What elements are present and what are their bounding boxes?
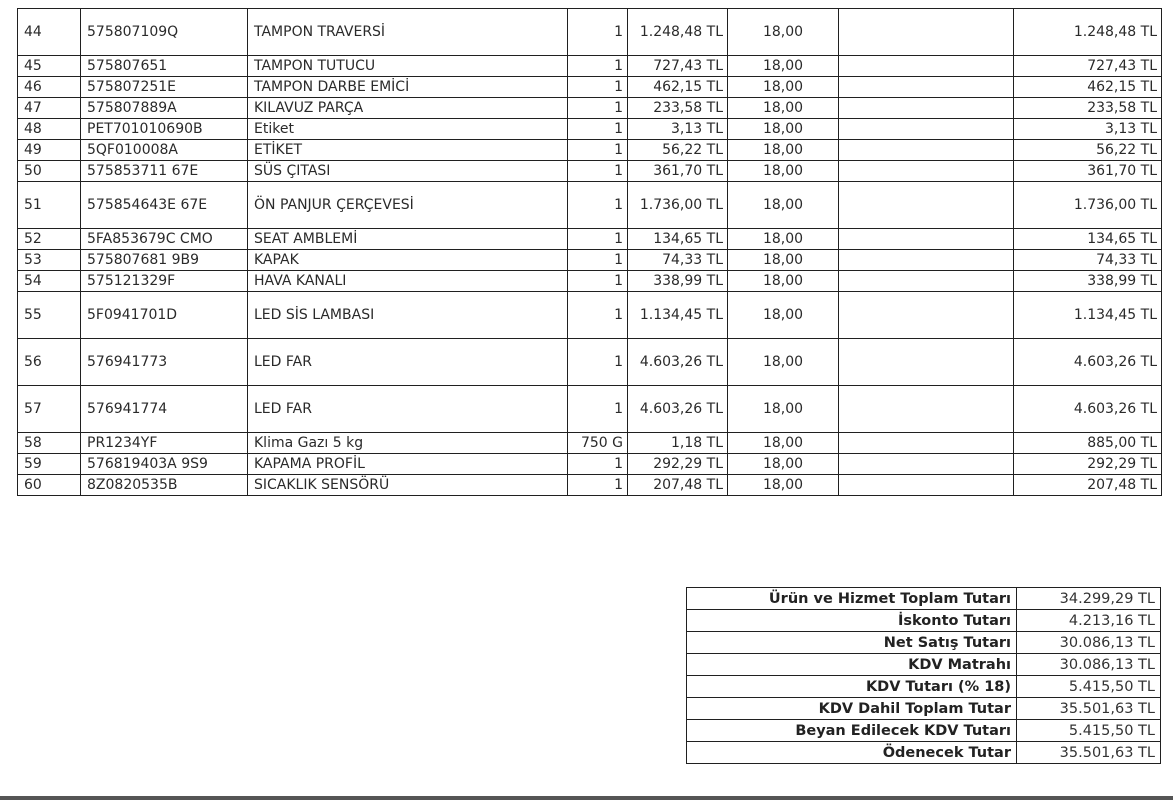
item-quantity-cell: 1: [568, 161, 628, 182]
table-row: [18, 140, 1162, 161]
item-description-cell: KAPAK: [248, 250, 568, 271]
item-quantity-cell: 1: [568, 250, 628, 271]
item-discount-cell: [839, 98, 1014, 119]
item-vat-rate-cell: 18,00: [728, 56, 839, 77]
item-discount-cell: [839, 9, 1014, 56]
item-vat-rate-cell: 18,00: [728, 475, 839, 496]
item-quantity-cell: 1: [568, 56, 628, 77]
item-vat-rate-cell: 18,00: [728, 271, 839, 292]
item-quantity-cell: 1: [568, 229, 628, 250]
item-description-cell: HAVA KANALI: [248, 271, 568, 292]
item-total-cell: 233,58 TL: [1014, 98, 1162, 119]
item-discount-cell: [839, 271, 1014, 292]
item-vat-rate-cell: 18,00: [728, 140, 839, 161]
item-description-cell: KAPAMA PROFİL: [248, 454, 568, 475]
item-total-cell: 462,15 TL: [1014, 77, 1162, 98]
table-row: [18, 161, 1162, 182]
item-total-cell: 1.736,00 TL: [1014, 182, 1162, 229]
item-unit-price-cell: 134,65 TL: [628, 229, 728, 250]
item-vat-rate-cell: 18,00: [728, 292, 839, 339]
totals-value: 34.299,29 TL: [1017, 588, 1161, 610]
item-code-cell: 575121329F: [81, 271, 248, 292]
item-no-cell: 59: [18, 454, 81, 475]
item-total-cell: 727,43 TL: [1014, 56, 1162, 77]
item-discount-cell: [839, 433, 1014, 454]
item-no-cell: 48: [18, 119, 81, 140]
item-unit-price-cell: 4.603,26 TL: [628, 386, 728, 433]
item-unit-price-cell: 74,33 TL: [628, 250, 728, 271]
totals-value: 30.086,13 TL: [1017, 654, 1161, 676]
totals-value: 4.213,16 TL: [1017, 610, 1161, 632]
item-unit-price-cell: 3,13 TL: [628, 119, 728, 140]
item-unit-price-cell: 462,15 TL: [628, 77, 728, 98]
item-discount-cell: [839, 182, 1014, 229]
totals-value: 35.501,63 TL: [1017, 742, 1161, 764]
totals-label: KDV Matrahı: [687, 654, 1017, 676]
item-vat-rate-cell: 18,00: [728, 433, 839, 454]
invoice-items-body: [18, 9, 1162, 496]
item-unit-price-cell: 233,58 TL: [628, 98, 728, 119]
item-description-cell: Etiket: [248, 119, 568, 140]
item-discount-cell: [839, 339, 1014, 386]
totals-label: İskonto Tutarı: [687, 610, 1017, 632]
item-description-cell: Klima Gazı 5 kg: [248, 433, 568, 454]
totals-label: Net Satış Tutarı: [687, 632, 1017, 654]
item-description-cell: SICAKLIK SENSÖRÜ: [248, 475, 568, 496]
totals-row: [687, 610, 1161, 632]
totals-label: Ödenecek Tutar: [687, 742, 1017, 764]
totals-label: Ürün ve Hizmet Toplam Tutarı: [687, 588, 1017, 610]
item-quantity-cell: 1: [568, 98, 628, 119]
item-code-cell: 575853711 67E: [81, 161, 248, 182]
item-quantity-cell: 1: [568, 182, 628, 229]
item-total-cell: 3,13 TL: [1014, 119, 1162, 140]
table-row: [18, 229, 1162, 250]
item-total-cell: 1.134,45 TL: [1014, 292, 1162, 339]
item-unit-price-cell: 292,29 TL: [628, 454, 728, 475]
item-description-cell: TAMPON TRAVERSİ: [248, 9, 568, 56]
item-total-cell: 361,70 TL: [1014, 161, 1162, 182]
item-discount-cell: [839, 140, 1014, 161]
table-row: [18, 77, 1162, 98]
item-code-cell: 575807681 9B9: [81, 250, 248, 271]
item-no-cell: 57: [18, 386, 81, 433]
item-vat-rate-cell: 18,00: [728, 250, 839, 271]
item-description-cell: TAMPON TUTUCU: [248, 56, 568, 77]
item-code-cell: PR1234YF: [81, 433, 248, 454]
item-description-cell: TAMPON DARBE EMİCİ: [248, 77, 568, 98]
totals-label: KDV Tutarı (% 18): [687, 676, 1017, 698]
item-code-cell: 576941773: [81, 339, 248, 386]
item-description-cell: ETİKET: [248, 140, 568, 161]
item-no-cell: 53: [18, 250, 81, 271]
item-quantity-cell: 1: [568, 386, 628, 433]
table-row: [18, 454, 1162, 475]
item-discount-cell: [839, 292, 1014, 339]
item-quantity-cell: 1: [568, 9, 628, 56]
item-description-cell: LED FAR: [248, 386, 568, 433]
item-discount-cell: [839, 77, 1014, 98]
totals-row: [687, 654, 1161, 676]
item-quantity-cell: 1: [568, 77, 628, 98]
item-code-cell: 575854643E 67E: [81, 182, 248, 229]
item-discount-cell: [839, 250, 1014, 271]
totals-value: 35.501,63 TL: [1017, 698, 1161, 720]
item-unit-price-cell: 207,48 TL: [628, 475, 728, 496]
item-vat-rate-cell: 18,00: [728, 339, 839, 386]
table-row: [18, 433, 1162, 454]
item-total-cell: 885,00 TL: [1014, 433, 1162, 454]
item-unit-price-cell: 338,99 TL: [628, 271, 728, 292]
item-no-cell: 44: [18, 9, 81, 56]
table-row: [18, 250, 1162, 271]
item-vat-rate-cell: 18,00: [728, 161, 839, 182]
item-quantity-cell: 1: [568, 475, 628, 496]
item-total-cell: 1.248,48 TL: [1014, 9, 1162, 56]
item-quantity-cell: 750 G: [568, 433, 628, 454]
table-row: [18, 386, 1162, 433]
item-quantity-cell: 1: [568, 454, 628, 475]
item-unit-price-cell: 1.736,00 TL: [628, 182, 728, 229]
item-quantity-cell: 1: [568, 271, 628, 292]
totals-value: 30.086,13 TL: [1017, 632, 1161, 654]
item-code-cell: 576941774: [81, 386, 248, 433]
item-discount-cell: [839, 229, 1014, 250]
totals-label: Beyan Edilecek KDV Tutarı: [687, 720, 1017, 742]
item-description-cell: SÜS ÇITASI: [248, 161, 568, 182]
item-no-cell: 50: [18, 161, 81, 182]
item-unit-price-cell: 361,70 TL: [628, 161, 728, 182]
table-row: [18, 475, 1162, 496]
invoice-items-table: [17, 8, 1162, 496]
item-no-cell: 49: [18, 140, 81, 161]
item-discount-cell: [839, 475, 1014, 496]
item-no-cell: 46: [18, 77, 81, 98]
item-quantity-cell: 1: [568, 292, 628, 339]
item-vat-rate-cell: 18,00: [728, 98, 839, 119]
item-unit-price-cell: 1,18 TL: [628, 433, 728, 454]
item-description-cell: ÖN PANJUR ÇERÇEVESİ: [248, 182, 568, 229]
totals-label: KDV Dahil Toplam Tutar: [687, 698, 1017, 720]
item-description-cell: KILAVUZ PARÇA: [248, 98, 568, 119]
table-row: [18, 9, 1162, 56]
item-unit-price-cell: 4.603,26 TL: [628, 339, 728, 386]
item-code-cell: 575807109Q: [81, 9, 248, 56]
item-discount-cell: [839, 119, 1014, 140]
item-code-cell: 5QF010008A: [81, 140, 248, 161]
item-vat-rate-cell: 18,00: [728, 77, 839, 98]
invoice-totals-body: [687, 588, 1161, 764]
item-code-cell: 575807889A: [81, 98, 248, 119]
item-total-cell: 207,48 TL: [1014, 475, 1162, 496]
item-no-cell: 51: [18, 182, 81, 229]
item-unit-price-cell: 56,22 TL: [628, 140, 728, 161]
item-vat-rate-cell: 18,00: [728, 454, 839, 475]
item-no-cell: 54: [18, 271, 81, 292]
item-total-cell: 338,99 TL: [1014, 271, 1162, 292]
item-vat-rate-cell: 18,00: [728, 229, 839, 250]
item-no-cell: 52: [18, 229, 81, 250]
item-code-cell: 576819403A 9S9: [81, 454, 248, 475]
item-discount-cell: [839, 386, 1014, 433]
item-code-cell: 575807651: [81, 56, 248, 77]
table-row: [18, 56, 1162, 77]
item-vat-rate-cell: 18,00: [728, 9, 839, 56]
totals-value: 5.415,50 TL: [1017, 720, 1161, 742]
table-row: [18, 98, 1162, 119]
item-quantity-cell: 1: [568, 140, 628, 161]
table-row: [18, 339, 1162, 386]
item-code-cell: PET701010690B: [81, 119, 248, 140]
table-row: [18, 119, 1162, 140]
totals-row: [687, 698, 1161, 720]
item-no-cell: 58: [18, 433, 81, 454]
totals-row: [687, 632, 1161, 654]
item-discount-cell: [839, 56, 1014, 77]
item-no-cell: 60: [18, 475, 81, 496]
item-total-cell: 134,65 TL: [1014, 229, 1162, 250]
item-code-cell: 8Z0820535B: [81, 475, 248, 496]
item-quantity-cell: 1: [568, 119, 628, 140]
item-no-cell: 56: [18, 339, 81, 386]
item-vat-rate-cell: 18,00: [728, 386, 839, 433]
invoice-totals-table: [686, 587, 1161, 764]
item-unit-price-cell: 727,43 TL: [628, 56, 728, 77]
item-unit-price-cell: 1.134,45 TL: [628, 292, 728, 339]
item-vat-rate-cell: 18,00: [728, 119, 839, 140]
item-total-cell: 4.603,26 TL: [1014, 339, 1162, 386]
page-bottom-rule: [0, 796, 1173, 800]
item-total-cell: 74,33 TL: [1014, 250, 1162, 271]
totals-value: 5.415,50 TL: [1017, 676, 1161, 698]
item-total-cell: 4.603,26 TL: [1014, 386, 1162, 433]
totals-row: [687, 720, 1161, 742]
totals-row: [687, 742, 1161, 764]
item-total-cell: 56,22 TL: [1014, 140, 1162, 161]
item-no-cell: 45: [18, 56, 81, 77]
item-code-cell: 5FA853679C CMO: [81, 229, 248, 250]
table-row: [18, 182, 1162, 229]
item-quantity-cell: 1: [568, 339, 628, 386]
item-unit-price-cell: 1.248,48 TL: [628, 9, 728, 56]
item-discount-cell: [839, 161, 1014, 182]
item-description-cell: LED SİS LAMBASI: [248, 292, 568, 339]
item-description-cell: LED FAR: [248, 339, 568, 386]
item-code-cell: 575807251E: [81, 77, 248, 98]
totals-row: [687, 588, 1161, 610]
item-discount-cell: [839, 454, 1014, 475]
item-code-cell: 5F0941701D: [81, 292, 248, 339]
table-row: [18, 292, 1162, 339]
totals-row: [687, 676, 1161, 698]
item-description-cell: SEAT AMBLEMİ: [248, 229, 568, 250]
item-no-cell: 55: [18, 292, 81, 339]
item-no-cell: 47: [18, 98, 81, 119]
item-total-cell: 292,29 TL: [1014, 454, 1162, 475]
item-vat-rate-cell: 18,00: [728, 182, 839, 229]
table-row: [18, 271, 1162, 292]
